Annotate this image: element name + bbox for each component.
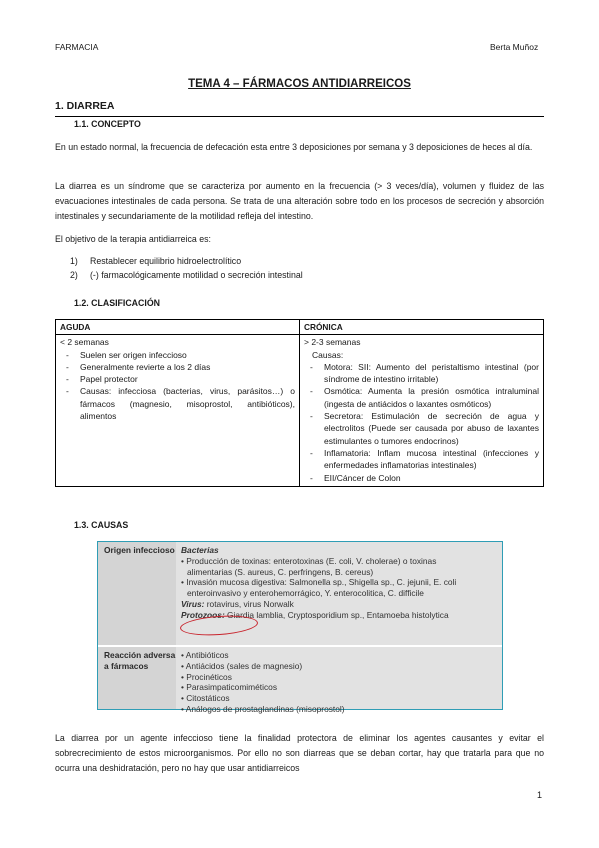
- figure-drug-item: • Parasimpaticomiméticos: [181, 682, 278, 693]
- figure-protozoos-text: Giardia lamblia, Cryptosporidium sp., Entamoeba histolytica: [224, 609, 449, 620]
- aguda-list: [60, 349, 295, 423]
- list-item: - Motora: SII: Aumento del peristaltismo intestinal (por síndrome de intestino irritable): [310, 361, 539, 385]
- figure-drug-item: • Citostáticos: [181, 693, 230, 704]
- list-item: [70, 270, 303, 280]
- paragraph-concepto-2: La diarrea es un síndrome que se caracteriza por aumento en la frecuencia (> 3 veces/día), volumen y fluidez de las evacuaciones intestinales de cada persona. Se trata de una alteración sobre todo en los procesos de secreción y absorción intestinales y secundariamente de la motilidad refleja del intestino.: [55, 181, 544, 221]
- heading-rule: [55, 116, 544, 117]
- figure-line: • Producción de toxinas: enterotoxinas (E. coli, V. cholerae) o toxinas: [181, 555, 437, 566]
- paragraph-concepto-3: El objetivo de la terapia antidiarreica es:: [55, 234, 211, 244]
- list-text: (-) farmacológicamente motilidad o secreción intestinal: [90, 270, 303, 280]
- header-right: Berta Muñoz: [490, 42, 539, 52]
- cell-cronica: [300, 335, 544, 487]
- list-item: - Suelen ser origen infeccioso: [66, 349, 187, 360]
- column-header-aguda: AGUDA: [56, 320, 300, 335]
- paragraph-concepto-1: En un estado normal, la frecuencia de defecación esta entre 3 deposiciones por semana y 3 deposiciones de heces al día.: [55, 142, 533, 152]
- figure-virus-line: [181, 599, 502, 610]
- subheading-concepto: 1.1. CONCEPTO: [74, 119, 141, 129]
- figure-drug-item: • Antiácidos (sales de magnesio): [181, 660, 303, 671]
- list-item: - Generalmente revierte a los 2 días: [66, 361, 211, 372]
- column-header-cronica: CRÓNICA: [300, 320, 544, 335]
- figure-bacterias-label: Bacterias: [181, 545, 219, 555]
- list-number: 2): [70, 270, 78, 280]
- figure-virus-label: Virus:: [181, 598, 205, 609]
- paragraph-causas: La diarrea por un agente infeccioso tiene la finalidad protectora de eliminar los agentes causantes y evitar el sobrecrecimiento de estos microorganismos. Por ello no son diarreas que se deban cortar, hay que tratarla para que no ocurra una deshidratación, pero no hay que usar antidiarreicos: [55, 733, 544, 773]
- figure-row-label-farmacos: Reacción adversa a fármacos: [98, 647, 176, 709]
- header-left: FARMACIA: [55, 42, 99, 52]
- list-item: - Secretora: Estimulación de secreción de agua y electrolitos (Puede ser causada por abuso de laxantes estimulantes o tumores endocrinos): [310, 411, 539, 446]
- list-item: - Inflamatoria: Inflam mucosa intestinal (infecciones y enfermedades inflamatorias intestinales): [310, 447, 539, 471]
- causes-figure: [97, 541, 503, 714]
- figure-line: • Invasión mucosa digestiva: Salmonella sp., Shigella sp., C. jejunii, E. coli: [181, 577, 457, 588]
- figure-drug-item: • Antibióticos: [181, 650, 229, 660]
- figure-line: alimentarias (S. aureus, C. perfringens, B. cereus): [187, 566, 374, 577]
- cronica-causas-label: Causas:: [312, 349, 344, 360]
- list-text: Restablecer equilibrio hidroelectrolítico: [90, 256, 242, 266]
- figure-drug-item: • Análogos de prostaglandinas (misoprostol): [181, 703, 345, 714]
- classification-table: [55, 319, 544, 487]
- page-title: TEMA 4 – FÁRMACOS ANTIDIARREICOS: [188, 78, 411, 90]
- list-item: - Papel protector: [66, 374, 138, 385]
- cell-aguda: [56, 335, 300, 487]
- figure-row-content-farmacos: [176, 647, 502, 714]
- aguda-duration: < 2 semanas: [60, 337, 109, 348]
- cronica-list: [304, 361, 539, 484]
- list-item: - Osmótica: Aumenta la presión osmótica intraluminal (ingesta de antiácidos o laxantes osmóticos): [310, 386, 539, 409]
- figure-virus-text: rotavirus, virus Norwalk: [204, 598, 294, 609]
- figure-drug-item: • Procinéticos: [181, 671, 232, 682]
- section-heading-diarrea: 1. DIARREA: [55, 100, 115, 112]
- page-number: 1: [537, 790, 543, 800]
- list-item: - Causas: infecciosa (bacterias, virus, parásitos…) o fármacos (magnesio, misoprostol, antibióticos), alimentos: [66, 386, 295, 422]
- cronica-duration: > 2-3 semanas: [304, 337, 361, 348]
- list-number: 1): [70, 256, 78, 266]
- list-item: - EII/Cáncer de Colon: [310, 472, 401, 483]
- figure-row-label-infeccioso: Origen infeccioso: [98, 542, 176, 645]
- figure-line: enteroinvasivo y enterohemorrágico, Y. enterocolitica, C. difficile: [187, 588, 424, 599]
- subheading-causas: 1.3. CAUSAS: [74, 520, 129, 530]
- subheading-clasificacion: 1.2. CLASIFICACIÓN: [74, 298, 161, 308]
- figure-protozoos-label: Protozoos:: [181, 609, 225, 620]
- list-item: [70, 256, 241, 266]
